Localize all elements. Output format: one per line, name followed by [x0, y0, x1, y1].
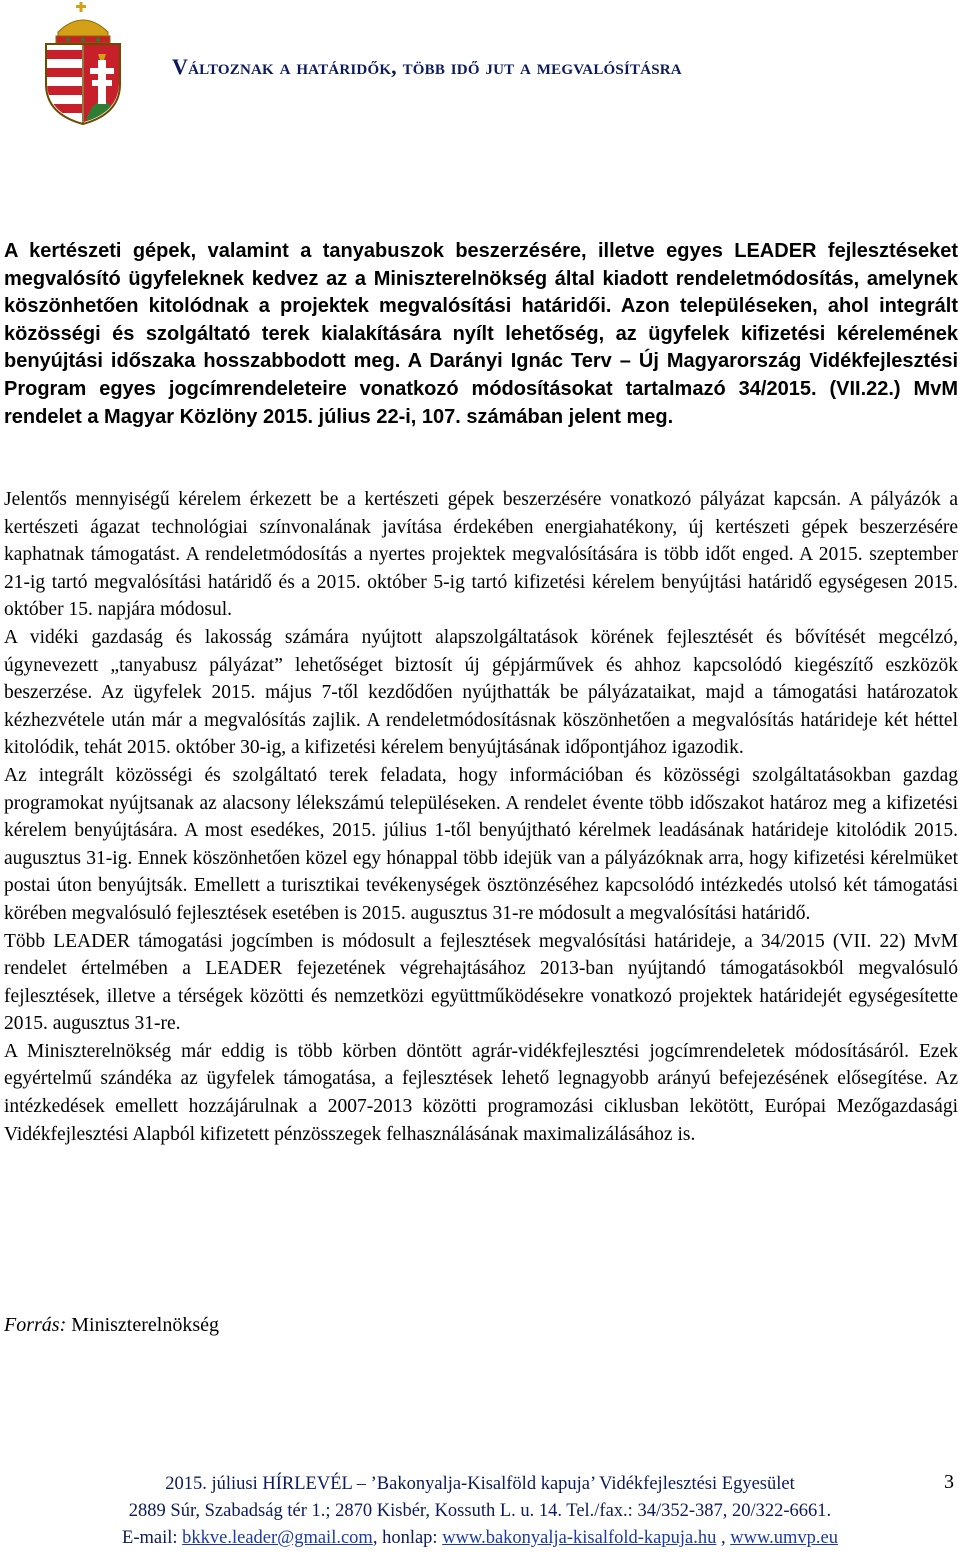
footer-contact-line: [0, 1525, 960, 1552]
shield-icon: [46, 44, 120, 125]
page-title: Változnak a határidők, több idő jut a megvalósításra: [172, 54, 682, 79]
body-paragraph: Több LEADER támogatási jogcímben is módosult a fejlesztések megvalósítási határideje, a 34/2015 (VII. 22) MvM rendelet értelmében a LEADER fejezetének végrehajtásához 2013-ban nyújtandó támogatásokból megvalósuló fejlesztések, illetve a térségek közötti és nemzetközi együttműködésekre vonatkozó projektek határidejét egységesítette 2015. augusztus 31-re.: [4, 930, 958, 1035]
footer-newsletter-line: [0, 1471, 960, 1498]
footer-organization: ’Bakonyalja-Kisalföld kapuja’ Vidékfejlesztési Egyesület: [370, 1474, 795, 1494]
footer-dash: –: [356, 1474, 367, 1494]
footer-address: 2889 Súr, Szabadság tér 1.; 2870 Kisbér, Kossuth L. u. 14. Tel./fax.: 34/352-387, 20/322-6661.: [128, 1501, 832, 1521]
footer-newsletter-title: 2015. júliusi HÍRLEVÉL: [165, 1474, 353, 1494]
article-body: [4, 486, 958, 1148]
source-credit: [4, 1314, 219, 1337]
body-paragraph: Az integrált közösségi és szolgáltató terek feladata, hogy információban és közösségi szolgáltatásokban gazdag programokat nyújtsanak az alacsony lélekszámú településeken. A rendelet évente több időszakot határoz meg a kifizetési kérelem benyújtására. A most esedékes, 2015. július 1-től benyújtható kérelmek leadásának határideje kitolódik 2015. augusztus 31-ig. Ennek köszönhetően közel egy hónappal több idejük van a pályázóknak arra, hogy kifizetési kérelmüket postai úton benyújtsák. Emellett a turisztikai tevékenységek ösztönzéséhez kapcsolódó intézkedés utolsó két támogatási körében megvalósuló fejlesztések esetében is 2015. augusztus 31-re módosult a megvalósítási határidő.: [4, 764, 958, 924]
footer-separator: ,: [720, 1528, 726, 1548]
hungarian-coat-of-arms-logo: [38, 2, 128, 126]
footer-web-label: , honlap:: [372, 1528, 438, 1548]
body-paragraph: Jelentős mennyiségű kérelem érkezett be a kertészeti gépek beszerzésére vonatkozó pályázat kapcsán. A pályázók a kertészeti ágazat technológiai színvonalának javítása érdekében energiahatékony, új kertészeti gépek beszerzésére kaphatnak támogatást. A rendeletmódosítás a nyertes projektek megvalósítására is több időt enged. A 2015. szeptember 21-ig tartó megvalósítási határidő és a 2015. október 5-ig tartó kifizetési kérelem benyújtási határidő egységesen 2015. október 15. napjára módosul.: [4, 489, 958, 621]
body-paragraph: A vidéki gazdaság és lakosság számára nyújtott alapszolgáltatások körének fejlesztését és bővítését megcélzó, úgynevezett „tanyabusz pályázat” lehetőséget biztosít új gépjárművek és ahhoz kapcsolódó kiegészítő eszközök beszerzése. Az ügyfelek 2015. május 7-től kezdődően nyújthatták be pályázataikat, majd a támogatási határozatok kézhezvétele után már a megvalósítás zajlik. A rendeletmódosításnak köszönhetően a megvalósítás határideje két héttel kitolódik, tehát 2015. október 30-ig, a kifizetési kérelem benyújtásának időpontjához igazodik.: [4, 626, 958, 759]
footer-umvp-link[interactable]: www.umvp.eu: [730, 1528, 838, 1548]
footer-website-link[interactable]: www.bakonyalja-kisalfold-kapuja.hu: [442, 1528, 717, 1548]
page-number: 3: [944, 1471, 954, 1493]
source-label: Forrás:: [4, 1314, 67, 1336]
footer-email-label: E-mail:: [122, 1528, 178, 1548]
footer-email-link[interactable]: bkkve.leader@gmail.com: [182, 1528, 373, 1548]
lead-paragraph: A kertészeti gépek, valamint a tanyabuszok beszerzésére, illetve egyes LEADER fejlesztéseket megvalósító ügyfeleknek kedvez az a Miniszterelnökség által kiadott rendeletmódosítás, amelynek köszönhetően kitolódnak a projektek megvalósítási határidői. Azon településeken, ahol integrált közösségi és szolgáltató terek kialakítására nyílt lehetőség, az ügyfelek kifizetési kérelemének benyújtási időszaka hosszabbodott meg. A Darányi Ignác Terv – Új Magyarország Vidékfejlesztési Program egyes jogcímrendeleteire vonatkozó módosításokat tartalmazó 34/2015. (VII.22.) MvM rendelet a Magyar Közlöny 2015. július 22-i, 107. számában jelent meg.: [4, 240, 958, 428]
body-paragraph: A Miniszterelnökség már eddig is több körben döntött agrár-vidékfejlesztési jogcímrendeletek módosításáról. Ezek egyértelmű szándéka az ügyfelek támogatása, a fejlesztések lehető legnagyobb arányú befejezésének elősegítése. Az intézkedések emellett hozzájárulnak a 2007-2013 közötti programozási ciklusban lekötött, Európai Mezőgazdasági Vidékfejlesztési Alapból kifizetett pénzösszegek felhasználásának maximalizálásához is.: [4, 1040, 958, 1145]
page-footer: [0, 1471, 960, 1552]
holy-crown-icon: [56, 2, 110, 43]
source-value: Miniszterelnökség: [71, 1314, 219, 1336]
